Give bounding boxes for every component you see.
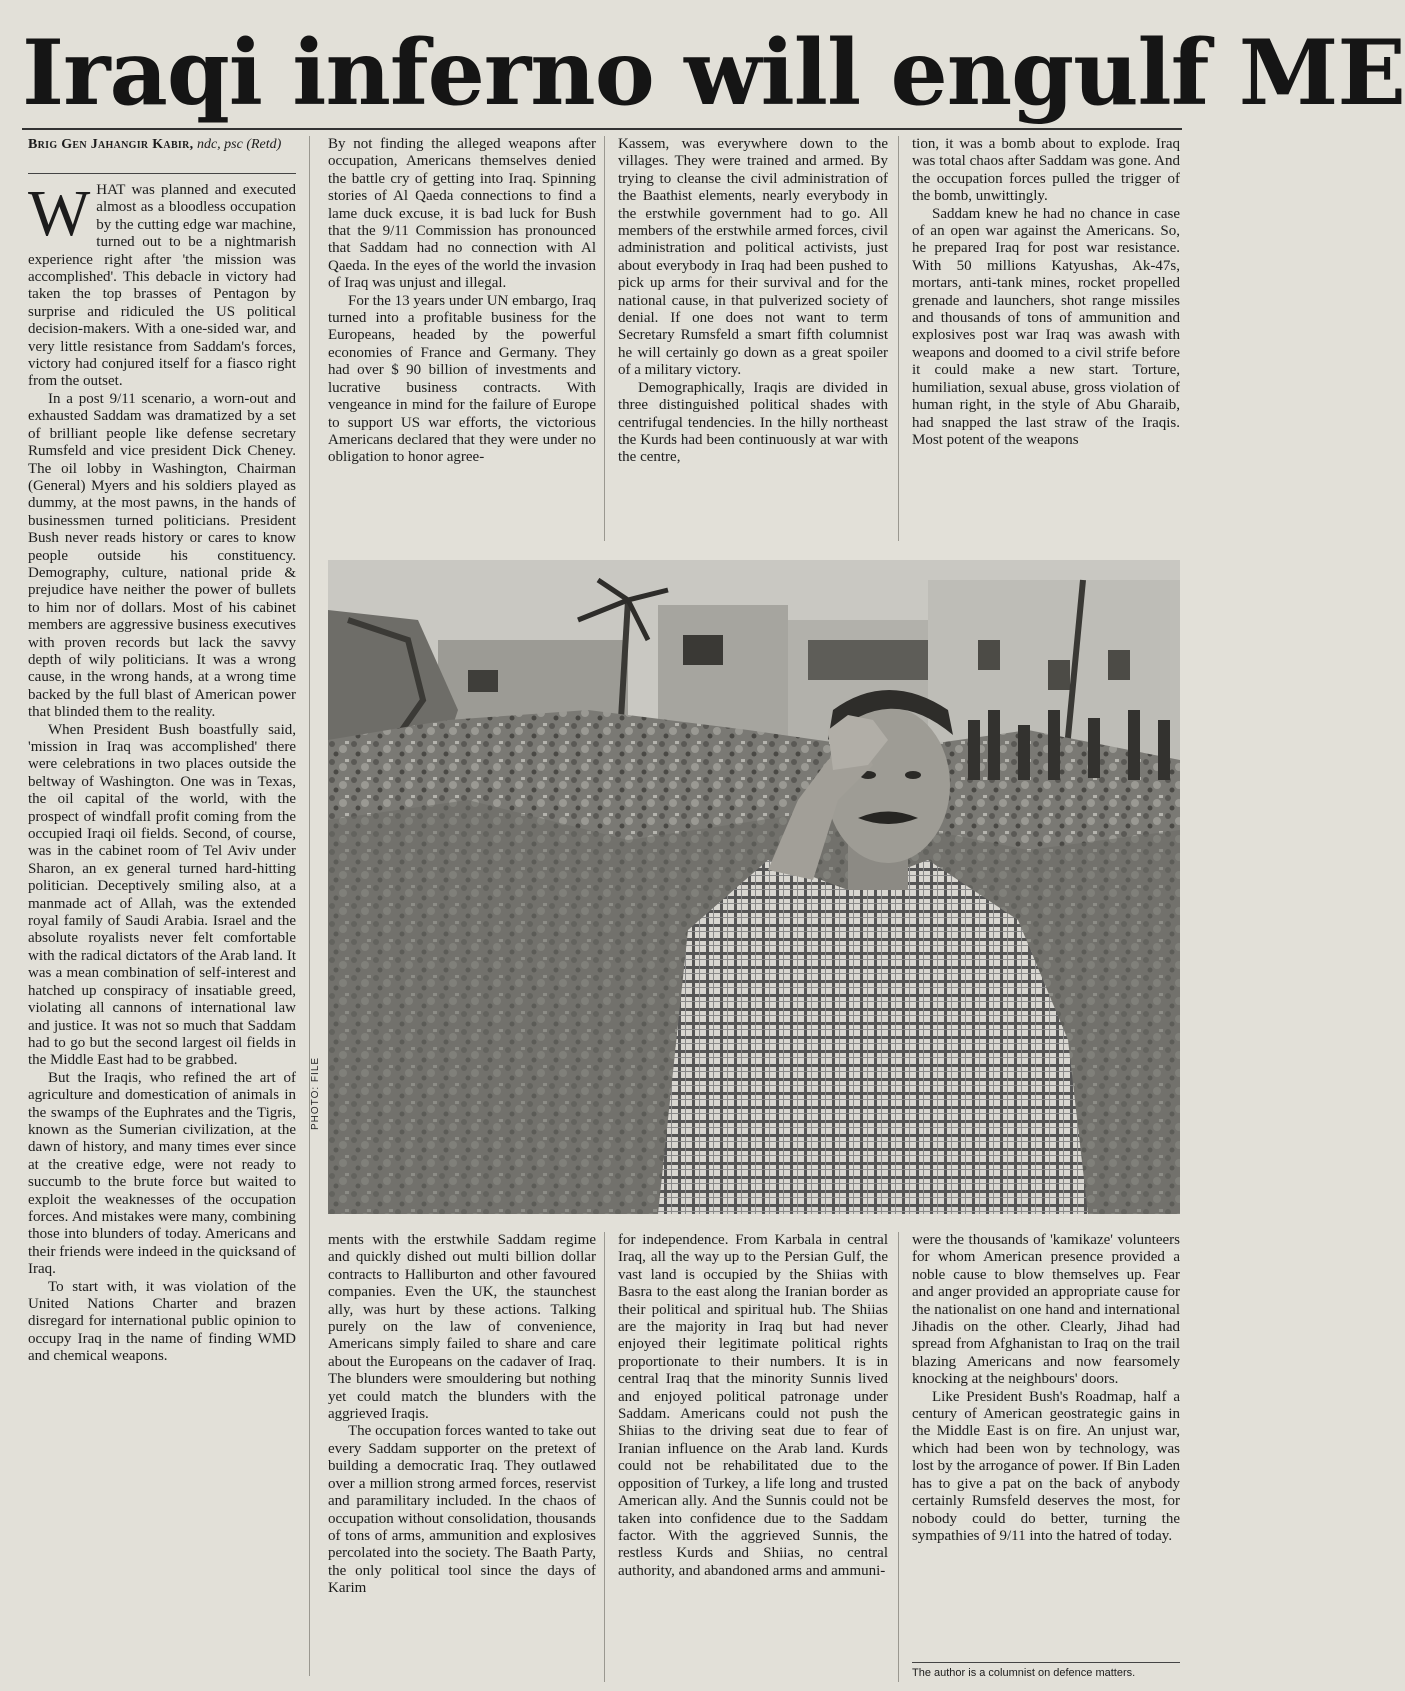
column-7 <box>912 1232 1180 1657</box>
column-1 <box>28 177 296 1682</box>
author-note: The author is a columnist on defence matters. <box>912 1667 1136 1679</box>
column-6 <box>618 1232 888 1682</box>
endnote-rule <box>912 1662 1180 1663</box>
column-2 <box>328 136 596 541</box>
paragraph: Saddam knew he had no chance in case of an open war against the Americans. So, he prepared Iraq for post war resistance. With 50 millions Katyushas, Ak-47s, mortars, anti-tank mines, rocket propelled grenade and launchers, shot range missiles and thousands of tons of ammunition and explosives post war Iraq was awash with weapons and doomed to a civil strife before it could make a new start. Torture, humiliation, sexual abuse, gross violation of human right, in the style of Abu Gharaib, had snapped the last straw of the Iraqis. Most potent of the weapons <box>912 205 1180 448</box>
column-4 <box>912 136 1180 541</box>
dropcap: W <box>28 177 91 250</box>
paragraph: By not finding the alleged weapons after occupation, Americans themselves denied the battle cry of getting into Iraq. Spinning stories of Al Qaeda connections to find a lame duck excuse, it is bad luck for Bush that the 9/11 Commission has pronounced that Saddam had no connection with Al Qaeda. In the eyes of the world the invasion of Iraq was unjust and illegal. <box>328 136 596 292</box>
paragraph: For the 13 years under UN embargo, Iraq turned into a profitable business for the Europeans, headed by the powerful economies of France and Germany. They had over $ 90 billion of investments and lucrative business contracts. With vengeance in mind for the failure of Europe to support US war efforts, the victorious Americans declared that they were under no obligation to honor agree- <box>328 292 596 466</box>
paragraph: ments with the erstwhile Saddam regime and quickly dished out multi billion dollar contracts to Halliburton and other favoured companies. Even the UK, the staunchest ally, was hurt by these actions. Talking purely on the law of convenience, Americans simply failed to share and care about the Europeans on the cadaver of Iraq. The blunders were smouldering but nothing yet could match the blunders with the aggrieved Iraqis. <box>328 1232 596 1423</box>
news-photo <box>328 560 1180 1214</box>
column-divider <box>898 136 899 541</box>
column-divider <box>898 1232 899 1682</box>
paragraph: Like President Bush's Roadmap, half a century of American geostrategic gains in the Middle East is on fire. An unjust war, which had been won by technology, was lost by the arrogance of power. If Bin Laden has to give a pat on the back of anybody certainly Rumsfeld deserves the most, for nobody could do better, turning the sympathies of 9/11 into the hatred of today. <box>912 1388 1180 1544</box>
paragraph: The occupation forces wanted to take out every Saddam supporter on the pretext of building a democratic Iraq. They outlawed over a million strong armed forces, reservist and paramilitary included. In the chaos of occupation without consolidation, thousands of tons of arms, ammunition and explosives percolated into the society. The Baath Party, the only political tool since the days of Karim <box>328 1423 596 1597</box>
paragraph: WHAT was planned and executed almost as a bloodless occupation by the cutting edge war machine, turned out to be a nightmarish experience right after 'the mission was accomplished'. This debacle in victory had taken the top brasses of Pentagon by surprise and ridiculed the US political decision-makers. With a one-sided war, and very little resistance from Saddam's forces, victory had conjured itself for a fiasco right from the outset. <box>28 177 296 390</box>
paragraph: Demographically, Iraqis are divided in three distinguished political shades with centrifugal tendencies. In the hilly northeast the Kurds had been continuously at war with the centre, <box>618 379 888 466</box>
column-divider <box>604 136 605 541</box>
paragraph: for independence. From Karbala in central Iraq, all the way up to the Persian Gulf, the vast land is occupied by the Shiias with Basra to the east along the Iranian border as their political and spiritual hub. The Shiias are the majority in Iraq but had never enjoyed their legitimate political rights proportionate to their numbers. It is in central Iraq that the minority Sunnis lived and enjoyed political patronage under Saddam. Americans could not push the Shiias to the driving seat due to fear of Iranian influence on the Arab land. Kurds could not be rehabilitated due to the opposition of Turkey, a life long and trusted American ally. And the Sunnis could not be taken into confidence due to the Saddam factor. With the aggrieved Sunnis, the restless Kurds and Shiias, no central authority, and abandoned arms and ammuni- <box>618 1232 888 1579</box>
column-5 <box>328 1232 596 1682</box>
byline-name: Brig Gen Jahangir Kabir, <box>28 137 194 152</box>
column-3 <box>618 136 888 541</box>
photo-credit: PHOTO: FILE <box>310 1056 321 1130</box>
paragraph: tion, it was a bomb about to explode. Iraq was total chaos after Saddam was gone. And the occupation forces pulled the trigger of the bomb, unwittingly. <box>912 136 1180 205</box>
byline <box>28 136 296 153</box>
paragraph: When President Bush boastfully said, 'mission in Iraq was accomplished' there were celebrations in two places outside the beltway of Washington. One was in Texas, the oil capital of the world, with the prospect of windfall profit coming from the occupied Iraqi oil fields. Second, of course, was in the cabinet room of Tel Aviv under Sharon, an ex general turned hard-hitting politician. Deceptively smiling also, at a manmade act of Allah, was the extended royal family of Saudi Arabia. Israel and the absolute royalists never felt comfortable with the radical dictators of the Arab land. It was a mean combination of self-interest and hatched up conspiracy of insatiable greed, violating all cannons of international law and justice. It was not so much that Saddam had to go but the second largest oil fields in the Middle East had to be grabbed. <box>28 721 296 1069</box>
column-divider <box>309 136 310 1676</box>
paragraph: In a post 9/11 scenario, a worn-out and exhausted Saddam was dramatized by a set of brilliant people like defense secretary Rumsfeld and vice president Dick Cheney. The oil lobby in Washington, Chairman (General) Myers and his soldiers played as dummy, at the most pawns, in the hands of businessmen turned politicians. President Bush never reads history or cares to know people outside his constituency. Demography, culture, national pride & prejudice have neither the power of bullets to him nor of dollars. Most of his cabinet members are aggressive business executives with proven records but lack the savvy depth of wily politicians. It was a wrong cause, in the wrong hands, at a wrong time backed by the full blast of American power that blinded them to the reality. <box>28 390 296 721</box>
paragraph: were the thousands of 'kamikaze' volunteers for whom American presence provided a noble cause to blow themselves up. Fear and anger provided an appropriate cause for the nationalist on one hand and international Jihadis on the other. Clearly, Jihad had spread from Afghanistan to Iraq on the trail blazing Americans and now fearsomely knocking at the neighbours' doors. <box>912 1232 1180 1388</box>
paragraph: To start with, it was violation of the United Nations Charter and brazen disregard for international public opinion to occupy Iraq in the name of finding WMD and chemical weapons. <box>28 1278 296 1365</box>
paragraph: But the Iraqis, who refined the art of agriculture and domestication of animals in the swamps of the Euphrates and the Tigris, known as the Sumerian civilization, at the dawn of history, and many times ever since at the creative edge, were not ready to succumb to the brute force but waited to exploit the weaknesses of the occupation forces. And mistakes were many, combining those into blunders of today. Americans and their friends were indeed in the quicksand of Iraq. <box>28 1069 296 1278</box>
headline-rule <box>22 128 1182 130</box>
rubble-scene-image <box>328 560 1180 1214</box>
headline: Iraqi inferno will engulf ME <box>22 20 1405 126</box>
paragraph: Kassem, was everywhere down to the villages. They were trained and armed. By trying to cleanse the civil administration of the Baathist elements, nearly everybody in the erstwhile government had to go. All members of the erstwhile armed forces, civil administration and political activists, just about everybody in Iraq had been pushed to pick up arms for their survival and for the national cause, in that pulverized society of denial. If one does not want to term Secretary Rumsfeld a smart fifth columnist he will certainly go down as a great spoiler of a military victory. <box>618 136 888 379</box>
byline-credentials: ndc, psc (Retd) <box>196 137 282 152</box>
byline-rule <box>28 173 296 174</box>
column-divider <box>604 1232 605 1682</box>
